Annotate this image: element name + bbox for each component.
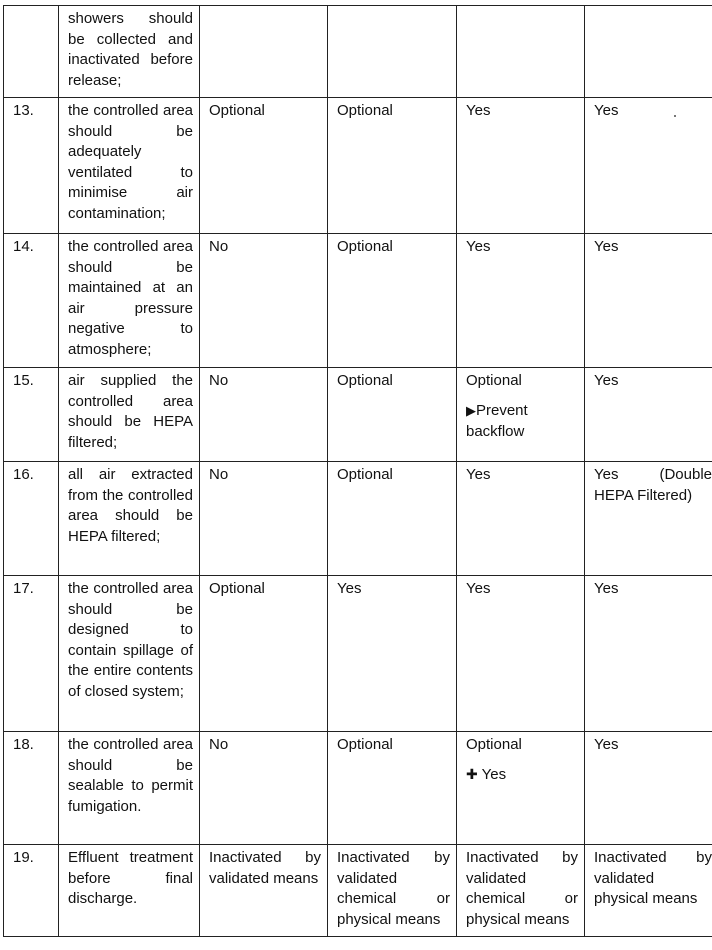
cell-level-1: No — [200, 462, 328, 576]
row-description: the controlled area should be maintained at an air pressure negative to atmosphere; — [59, 234, 200, 368]
row-number: 14. — [4, 234, 59, 368]
cell-level-4: Yes — [585, 368, 712, 462]
cell-level-3: Inactivated by validated chemical or physical means — [457, 845, 585, 937]
triangle-right-icon: ▶ — [466, 403, 476, 419]
cell-level-3: Yes — [457, 234, 585, 368]
table-row — [4, 234, 712, 368]
note-text: Yes — [481, 765, 507, 783]
table-row — [4, 845, 712, 937]
scan-speck — [674, 115, 676, 117]
row-number: 19. — [4, 845, 59, 937]
containment-requirements-table — [3, 5, 712, 937]
cell-level-2: Optional — [328, 368, 457, 462]
cell-level-4: Yes — [585, 234, 712, 368]
cell-level-2: Optional — [328, 732, 457, 845]
row-number: 15. — [4, 368, 59, 462]
cell-level-4: Yes — [585, 98, 712, 234]
row-number — [4, 6, 59, 98]
plus-cross-icon: ✚ — [466, 766, 478, 783]
cell-level-2: Optional — [328, 98, 457, 234]
row-description: Effluent treatment before final discharge. — [59, 845, 200, 937]
cell-level-4: Yes — [585, 576, 712, 732]
cell-level-3 — [457, 6, 585, 98]
row-description: showers should be collected and inactivated before release; — [59, 6, 200, 98]
row-number: 13. — [4, 98, 59, 234]
cell-level-4: Yes — [585, 732, 712, 845]
cell-level-3: Yes — [457, 462, 585, 576]
cell-note — [466, 765, 578, 786]
table-row — [4, 6, 712, 98]
cell-note — [466, 401, 578, 443]
cell-value: Optional — [466, 372, 522, 389]
row-description: air supplied the controlled area should be HEPA filtered; — [59, 368, 200, 462]
table-row — [4, 732, 712, 845]
cell-level-2: Yes — [328, 576, 457, 732]
table-row — [4, 576, 712, 732]
cell-value: Optional — [466, 736, 522, 753]
row-number: 18. — [4, 732, 59, 845]
cell-level-2: Inactivated by validated chemical or physical means — [328, 845, 457, 937]
row-description: the controlled area should be designed to contain spillage of the entire contents of closed system; — [59, 576, 200, 732]
cell-level-3 — [457, 732, 585, 845]
note-text: Prevent backflow — [466, 401, 528, 440]
cell-level-4 — [585, 6, 712, 98]
row-number: 17. — [4, 576, 59, 732]
cell-level-4: Inactivated by validated physical means — [585, 845, 712, 937]
cell-level-1 — [200, 6, 328, 98]
cell-level-1: Inactivated by validated means — [200, 845, 328, 937]
cell-level-2 — [328, 6, 457, 98]
cell-level-1: Optional — [200, 98, 328, 234]
cell-level-2: Optional — [328, 234, 457, 368]
cell-level-3: Yes — [457, 576, 585, 732]
cell-level-3: Yes — [457, 98, 585, 234]
table-row — [4, 462, 712, 576]
row-description: all air extracted from the controlled area should be HEPA filtered; — [59, 462, 200, 576]
cell-level-4: Yes (Double HEPA Filtered) — [585, 462, 712, 576]
table-row — [4, 98, 712, 234]
cell-level-3 — [457, 368, 585, 462]
cell-level-2: Optional — [328, 462, 457, 576]
row-description: the controlled area should be adequately ventilated to minimise air contamination; — [59, 98, 200, 234]
cell-level-1: Optional — [200, 576, 328, 732]
table-row — [4, 368, 712, 462]
cell-level-1: No — [200, 732, 328, 845]
cell-level-1: No — [200, 368, 328, 462]
row-number: 16. — [4, 462, 59, 576]
cell-level-1: No — [200, 234, 328, 368]
row-description: the controlled area should be sealable to permit fumigation. — [59, 732, 200, 845]
